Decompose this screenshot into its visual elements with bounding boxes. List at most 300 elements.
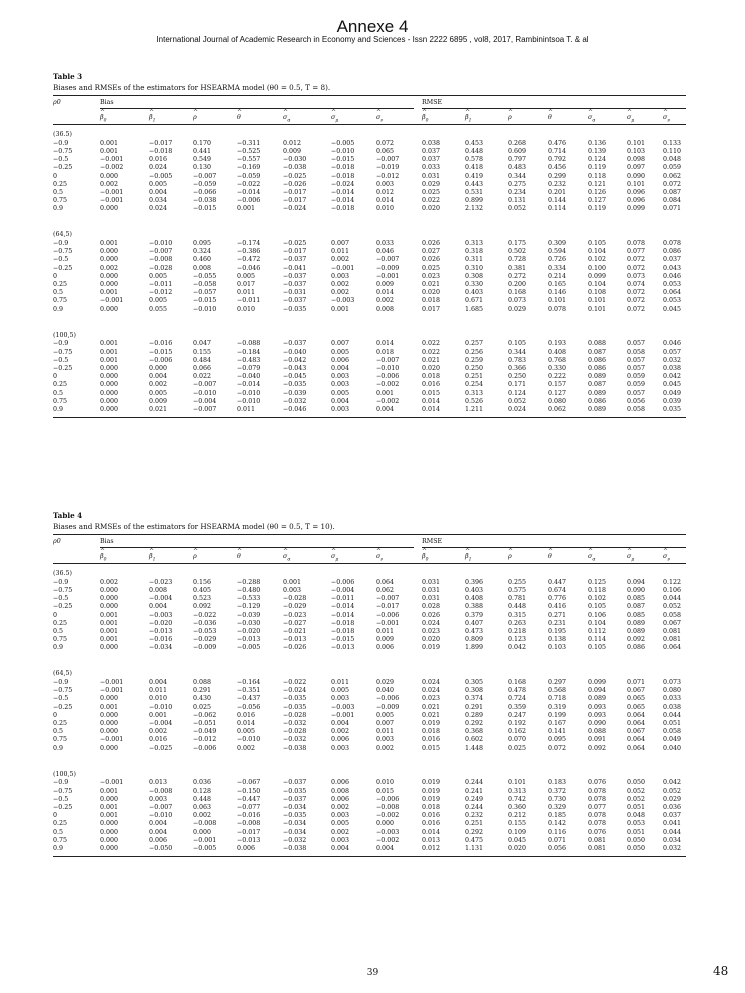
bias-value: −0.032	[283, 720, 307, 727]
rmse-value: 0.037	[663, 256, 682, 264]
rmse-value: 0.020	[508, 844, 527, 852]
rho-value: −0.75	[53, 687, 73, 695]
rmse-value: 0.104	[588, 619, 607, 627]
bias-value: −0.006	[237, 197, 261, 205]
rmse-value: 0.199	[548, 711, 567, 719]
rmse-value: 0.077	[588, 803, 607, 811]
rho-value: −0.9	[53, 679, 69, 686]
rmse-value: 0.052	[627, 795, 646, 803]
rmse-value: 0.308	[465, 272, 484, 280]
rmse-value: 0.052	[663, 603, 682, 611]
rmse-value: 0.052	[508, 205, 527, 213]
bias-value: 0.000	[100, 586, 119, 594]
rmse-value: 0.019	[422, 795, 441, 803]
rmse-value: 0.730	[548, 795, 567, 803]
rmse-value: 0.096	[627, 197, 646, 205]
bias-value: −0.017	[149, 139, 173, 147]
bias-value: 0.291	[193, 687, 212, 695]
bias-value: 0.324	[193, 248, 212, 256]
bias-value: 0.088	[193, 679, 212, 686]
bias-value: 0.006	[331, 736, 350, 744]
rmse-value: 0.077	[627, 248, 646, 256]
rmse-value: 0.899	[465, 197, 484, 205]
bias-value: −0.020	[237, 627, 261, 635]
rmse-value: 0.089	[588, 405, 607, 413]
table-label	[53, 511, 82, 520]
rmse-value: 0.024	[422, 619, 441, 627]
table-label-text: Table 3	[53, 72, 83, 81]
rmse-value: 0.218	[508, 627, 527, 635]
bias-value: 0.040	[376, 687, 395, 695]
bias-value: −0.150	[237, 787, 261, 795]
bias-underline	[100, 547, 414, 548]
rmse-value: 0.374	[465, 695, 484, 703]
bias-value: 0.014	[237, 720, 256, 727]
rmse-value: 0.103	[548, 644, 567, 652]
rmse-value: 0.531	[465, 188, 484, 196]
rmse-value: 0.368	[465, 728, 484, 736]
bias-value: −0.035	[283, 703, 307, 711]
bias-value: 0.005	[149, 297, 168, 305]
rmse-value: 0.038	[663, 364, 682, 372]
bias-value: 0.065	[376, 147, 395, 155]
rmse-value: 0.726	[548, 256, 567, 264]
bias-value: 0.001	[100, 803, 119, 811]
rmse-value: 0.568	[548, 687, 567, 695]
rmse-value: 0.081	[663, 627, 682, 635]
rmse-value: 0.023	[422, 695, 441, 703]
param-header	[548, 113, 552, 122]
bias-value: −0.023	[283, 611, 307, 619]
rmse-value: 0.101	[588, 297, 607, 305]
bias-value: −0.017	[283, 248, 307, 256]
rmse-value: 0.072	[663, 180, 682, 188]
rmse-value: 0.057	[627, 340, 646, 348]
rmse-value: 0.064	[663, 289, 682, 297]
bias-value: 0.001	[100, 356, 119, 364]
bias-value: 0.011	[376, 728, 395, 736]
rmse-value: 0.127	[548, 389, 567, 397]
rmse-value: 0.419	[465, 172, 484, 180]
bias-value: −0.028	[283, 595, 307, 603]
bias-value: −0.001	[100, 156, 124, 164]
bias-value: 0.001	[331, 305, 350, 313]
rho-value: 0	[53, 373, 58, 381]
bias-value: 0.001	[100, 289, 119, 297]
rmse-value: 0.101	[548, 297, 567, 305]
rmse-value: 0.396	[465, 578, 484, 586]
rmse-value: 0.097	[627, 164, 646, 172]
bias-value: 0.001	[100, 139, 119, 147]
rmse-value: 0.081	[663, 636, 682, 644]
bias-value: −0.472	[237, 256, 261, 264]
rmse-value: 0.299	[548, 172, 567, 180]
bias-value: 0.001	[283, 578, 302, 586]
param-symbol: ^ β	[149, 113, 153, 122]
rho-value: 0.9	[53, 205, 64, 213]
rmse-value: 0.309	[548, 240, 567, 247]
bias-value: 0.004	[149, 820, 168, 828]
bias-value: −0.010	[193, 389, 217, 397]
rmse-value: 0.475	[465, 836, 484, 844]
rmse-value: 0.051	[627, 828, 646, 836]
rmse-value: 0.104	[588, 248, 607, 256]
rmse-value: 0.089	[627, 619, 646, 627]
bias-value: −0.018	[331, 164, 355, 172]
bias-value: 0.007	[376, 720, 395, 727]
rmse-value: 0.057	[663, 348, 682, 356]
bias-value: −0.010	[237, 397, 261, 405]
bias-value: −0.288	[237, 578, 261, 586]
bias-value: 0.010	[376, 779, 395, 787]
bias-value: 0.460	[193, 256, 212, 264]
rmse-value: 0.072	[627, 297, 646, 305]
bias-value: −0.007	[193, 381, 217, 389]
bias-value: 0.001	[100, 619, 119, 627]
param-symbol: ^ ρ	[508, 113, 512, 122]
rmse-value: 0.776	[548, 595, 567, 603]
bias-value: −0.015	[331, 636, 355, 644]
bias-value: −0.035	[283, 812, 307, 820]
bias-value: −0.022	[193, 611, 217, 619]
bias-value: −0.062	[193, 711, 217, 719]
rho-value: −0.75	[53, 586, 73, 594]
rmse-value: 0.018	[422, 297, 441, 305]
bias-value: −0.001	[100, 736, 124, 744]
bias-value: 0.003	[331, 812, 350, 820]
bias-value: 0.002	[331, 803, 350, 811]
rmse-value: 0.076	[588, 779, 607, 787]
rmse-value: 0.453	[465, 139, 484, 147]
bias-value: 0.009	[283, 147, 302, 155]
bias-value: −0.010	[149, 240, 173, 247]
rmse-value: 0.076	[588, 828, 607, 836]
rho-value: −0.5	[53, 356, 69, 364]
rmse-value: 0.171	[508, 381, 527, 389]
rmse-value: 0.344	[508, 172, 527, 180]
bias-value: −0.007	[149, 248, 173, 256]
bias-value: 0.000	[100, 381, 119, 389]
bias-value: 0.014	[376, 289, 395, 297]
rmse-value: 0.051	[663, 720, 682, 727]
rmse-value: 0.089	[588, 389, 607, 397]
bias-value: −0.037	[283, 779, 307, 787]
bias-value: −0.483	[237, 356, 261, 364]
param-subscript: ν	[667, 557, 671, 563]
bias-value: 0.000	[100, 272, 119, 280]
rmse-value: 0.041	[663, 820, 682, 828]
rmse-value: 0.012	[422, 844, 441, 852]
rmse-value: 0.231	[548, 619, 567, 627]
bias-value: 0.002	[331, 728, 350, 736]
rmse-value: 0.099	[588, 679, 607, 686]
bias-value: −0.021	[283, 627, 307, 635]
rmse-value: 0.313	[465, 240, 484, 247]
group-label: (36.5)	[53, 131, 72, 138]
rmse-value: 0.271	[548, 611, 567, 619]
bias-value: −0.001	[376, 619, 400, 627]
rmse-value: 0.088	[588, 728, 607, 736]
bias-value: −0.020	[149, 619, 173, 627]
bias-value: −0.008	[149, 256, 173, 264]
rho-value: 0	[53, 611, 58, 619]
rho-value: −0.75	[53, 348, 73, 356]
param-subscript: 0	[425, 557, 429, 563]
bias-value: −0.029	[193, 636, 217, 644]
rmse-value: 0.311	[465, 256, 484, 264]
bias-value: 0.033	[376, 240, 395, 247]
rmse-value: 0.032	[663, 844, 682, 852]
rmse-value: 0.044	[663, 595, 682, 603]
rmse-value: 0.046	[663, 340, 682, 348]
rmse-value: 0.071	[663, 205, 682, 213]
param-symbol: ^ β	[100, 113, 104, 122]
rho-value: −0.25	[53, 803, 73, 811]
rmse-value: 0.094	[627, 578, 646, 586]
bias-value: 0.008	[331, 787, 350, 795]
rmse-value: 0.042	[663, 779, 682, 787]
bias-value: 0.000	[100, 744, 119, 752]
bias-value: −0.032	[283, 836, 307, 844]
rmse-value: 0.447	[548, 578, 567, 586]
rmse-value: 0.379	[465, 611, 484, 619]
rmse-value: 0.072	[548, 744, 567, 752]
rmse-value: 0.797	[508, 156, 527, 164]
rmse-value: 2.132	[465, 205, 484, 213]
param-symbol: ^ σ	[376, 113, 380, 122]
bias-value: −0.437	[237, 695, 261, 703]
bias-value: 0.001	[100, 340, 119, 348]
rmse-value: 0.090	[588, 720, 607, 727]
bias-value: −0.010	[149, 703, 173, 711]
bias-value: −0.004	[331, 586, 355, 594]
param-symbol: ^ σ	[331, 113, 335, 122]
bias-value: −0.040	[237, 373, 261, 381]
rho-value: 0.25	[53, 281, 68, 288]
rho-value: −0.9	[53, 578, 69, 586]
rmse-value: 0.064	[663, 644, 682, 652]
bias-value: −0.001	[100, 188, 124, 196]
rmse-value: 0.072	[627, 305, 646, 313]
bias-value: −0.018	[331, 172, 355, 180]
bias-value: −0.017	[283, 197, 307, 205]
bias-value: 0.001	[100, 636, 119, 644]
rmse-value: 0.053	[627, 820, 646, 828]
bias-value: 0.009	[376, 281, 395, 288]
bias-value: −0.035	[283, 787, 307, 795]
bias-value: 0.006	[331, 356, 350, 364]
rmse-value: 0.292	[465, 720, 484, 727]
rmse-value: 0.056	[548, 844, 567, 852]
bias-value: 0.034	[149, 197, 168, 205]
bias-value: 0.000	[100, 711, 119, 719]
rho-value: −0.25	[53, 603, 73, 611]
bias-value: −0.001	[100, 197, 124, 205]
param-subscript: α	[592, 557, 596, 563]
rmse-value: 0.031	[422, 578, 441, 586]
bias-value: −0.051	[193, 720, 217, 727]
rmse-value: 0.310	[465, 264, 484, 272]
bias-value: 0.024	[149, 164, 168, 172]
bias-value: −0.040	[283, 348, 307, 356]
rmse-value: 0.185	[548, 812, 567, 820]
rmse-value: 0.046	[663, 272, 682, 280]
bias-value: −0.006	[149, 356, 173, 364]
bias-value: −0.018	[331, 619, 355, 627]
rmse-value: 0.388	[465, 603, 484, 611]
bias-value: 0.000	[100, 373, 119, 381]
bias-value: 0.001	[100, 812, 119, 820]
rmse-value: 0.116	[548, 828, 567, 836]
bias-value: −0.055	[193, 272, 217, 280]
rmse-value: 0.502	[508, 248, 527, 256]
rmse-value: 0.024	[508, 405, 527, 413]
bias-value: 0.012	[283, 139, 302, 147]
rmse-value: 0.021	[422, 711, 441, 719]
rmse-value: 0.272	[508, 272, 527, 280]
rmse-value: 0.086	[588, 356, 607, 364]
bias-value: −0.015	[149, 348, 173, 356]
rmse-value: 0.052	[508, 397, 527, 405]
rho-value: 0.9	[53, 744, 64, 752]
rmse-value: 0.200	[508, 281, 527, 288]
bias-value: 0.004	[149, 679, 168, 686]
rmse-value: 0.035	[663, 405, 682, 413]
bias-value: 0.017	[237, 281, 256, 288]
bias-value: 0.006	[237, 844, 256, 852]
bias-value: 0.025	[193, 703, 212, 711]
param-subscript: ν	[380, 118, 384, 124]
rmse-value: 0.403	[465, 586, 484, 594]
bias-value: −0.164	[237, 679, 261, 686]
bias-value: 0.012	[376, 188, 395, 196]
bias-underline	[100, 108, 414, 109]
rmse-value: 0.292	[465, 828, 484, 836]
rho-value: −0.5	[53, 695, 69, 703]
rmse-value: 0.291	[465, 703, 484, 711]
rmse-value: 0.086	[588, 364, 607, 372]
rmse-value: 0.102	[588, 595, 607, 603]
bias-value: 0.021	[149, 405, 168, 413]
rmse-value: 0.768	[548, 356, 567, 364]
rmse-value: 0.019	[422, 779, 441, 787]
bias-value: 0.004	[149, 603, 168, 611]
rho-value: 0.5	[53, 188, 64, 196]
bias-value: 0.003	[331, 373, 350, 381]
bias-value: −0.067	[237, 779, 261, 787]
rmse-value: 0.308	[465, 687, 484, 695]
rmse-value: 0.483	[508, 164, 527, 172]
rmse-value: 0.040	[663, 744, 682, 752]
bias-value: 0.006	[331, 795, 350, 803]
rmse-value: 0.146	[548, 289, 567, 297]
bias-value: −0.001	[100, 679, 124, 686]
bias-value: −0.034	[283, 820, 307, 828]
rmse-value: 0.058	[663, 728, 682, 736]
bias-value: 0.000	[100, 820, 119, 828]
rmse-value: 0.073	[508, 297, 527, 305]
rho-value: 0.9	[53, 644, 64, 652]
bias-value: 0.003	[376, 180, 395, 188]
bias-value: 0.000	[100, 405, 119, 413]
rmse-value: 0.418	[465, 164, 484, 172]
rmse-value: 1.211	[465, 405, 484, 413]
param-subscript: μ	[335, 557, 339, 563]
rmse-value: 0.381	[508, 264, 527, 272]
rmse-value: 0.018	[422, 373, 441, 381]
rmse-value: 0.029	[422, 180, 441, 188]
bias-value: 0.000	[100, 836, 119, 844]
rmse-value: 0.416	[548, 603, 567, 611]
rmse-value: 0.042	[663, 373, 682, 381]
rmse-value: 0.201	[548, 188, 567, 196]
rmse-value: 0.021	[422, 703, 441, 711]
rho-value: 0.5	[53, 728, 64, 736]
rmse-value: 0.344	[508, 348, 527, 356]
rmse-value: 0.108	[588, 289, 607, 297]
rmse-value: 0.086	[663, 248, 682, 256]
rmse-value: 0.013	[422, 836, 441, 844]
rmse-value: 0.024	[422, 679, 441, 686]
bias-value: −0.006	[193, 744, 217, 752]
bias-value: −0.017	[237, 828, 261, 836]
bias-value: 0.001	[376, 389, 395, 397]
rmse-value: 0.027	[422, 248, 441, 256]
rmse-value: 0.251	[465, 373, 484, 381]
rmse-value: 0.099	[627, 205, 646, 213]
bias-value: −0.030	[283, 156, 307, 164]
bias-value: 0.029	[376, 679, 395, 686]
bias-value: −0.169	[237, 164, 261, 172]
rmse-value: 0.067	[663, 619, 682, 627]
bias-value: −0.010	[237, 736, 261, 744]
rmse-value: 0.095	[548, 736, 567, 744]
rho-value: 0.75	[53, 736, 68, 744]
rmse-value: 0.094	[588, 687, 607, 695]
param-subscript: μ	[631, 557, 635, 563]
rho-column-header: ρ0	[53, 99, 61, 106]
rho-value: −0.25	[53, 264, 73, 272]
table-label-text: Table 4	[53, 511, 83, 520]
bias-value: −0.035	[283, 305, 307, 313]
bias-value: 0.001	[100, 703, 119, 711]
page-number: 39	[366, 968, 379, 978]
param-symbol: ^ β	[100, 552, 104, 561]
rho-value: −0.25	[53, 703, 73, 711]
bias-value: −0.024	[283, 687, 307, 695]
bias-value: −0.038	[193, 197, 217, 205]
rmse-value: 0.093	[588, 703, 607, 711]
bias-value: 0.000	[100, 364, 119, 372]
rmse-value: 0.042	[508, 644, 527, 652]
bias-value: −0.046	[237, 264, 261, 272]
bias-value: −0.050	[149, 844, 173, 852]
rmse-value: 0.043	[663, 264, 682, 272]
rho-value: 0.75	[53, 836, 68, 844]
rho-value: −0.75	[53, 147, 73, 155]
rmse-value: 0.315	[508, 611, 527, 619]
rmse-value: 0.053	[663, 297, 682, 305]
rmse-value: 0.021	[422, 356, 441, 364]
bias-value: −0.034	[149, 644, 173, 652]
rmse-value: 0.809	[465, 636, 484, 644]
bias-value: −0.002	[376, 397, 400, 405]
rmse-value: 0.127	[588, 197, 607, 205]
rho-value: 0.75	[53, 197, 68, 205]
bias-value: 0.015	[376, 787, 395, 795]
rmse-value: 0.086	[588, 397, 607, 405]
bias-value: −0.003	[149, 611, 173, 619]
